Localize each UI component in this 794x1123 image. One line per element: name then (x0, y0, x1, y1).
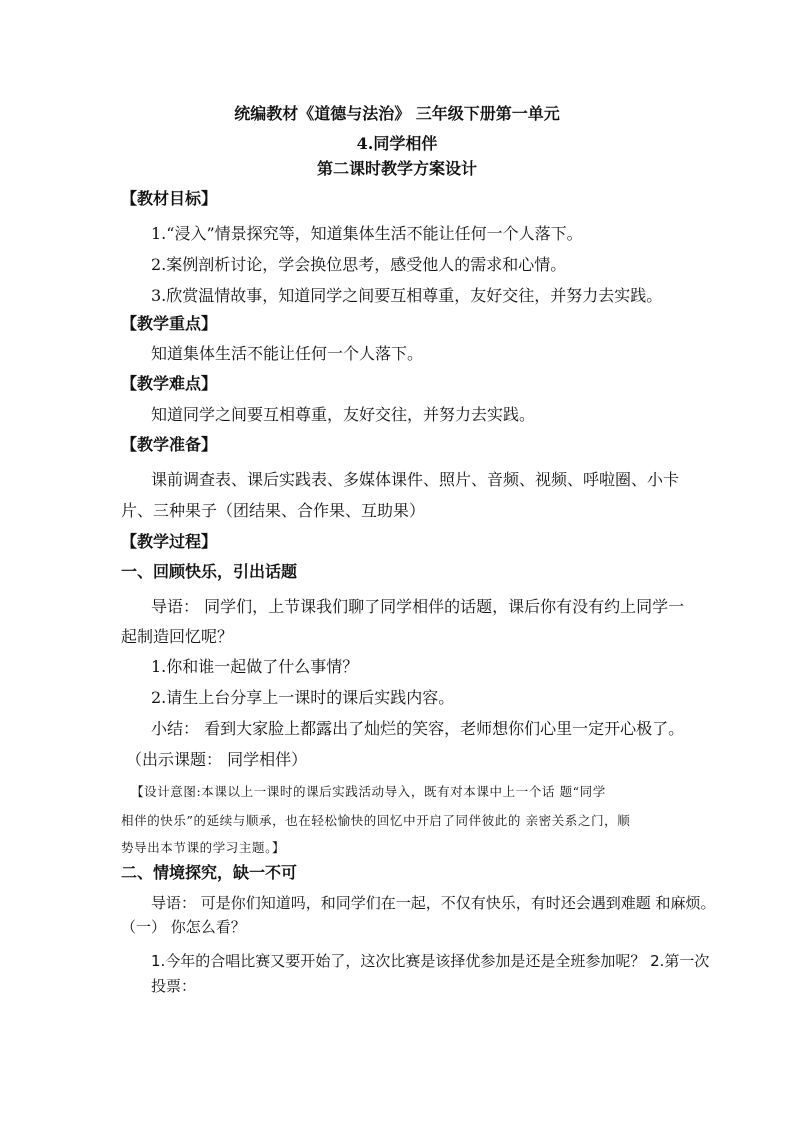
section-1-title: 一、回顾快乐，引出话题 (121, 562, 298, 581)
section-2-intro: 导语： 可是你们知道吗，和同学们在一起，不仅有快乐，有时还会遇到难题 和麻烦。 (151, 894, 716, 912)
difficulty-heading: 【教学难点】 (121, 374, 218, 393)
section-1-intro-line-2: 起制造回忆呢？ (121, 627, 234, 646)
goal-item-3: 3.欣赏温情故事，知道同学之间要互相尊重，友好交往，并努力去实践。 (151, 286, 663, 305)
section-1-question-1: 1.你和谁一起做了什么事情？ (151, 657, 359, 676)
section-1-question-2: 2.请生上台分享上一课时的课后实践内容。 (151, 688, 455, 707)
document-title: 统编教材《道德与法治》 三年级下册第一单元 (234, 104, 560, 123)
lesson-title: 4.同学相伴 (356, 134, 438, 153)
goal-item-2: 2.案例剖析讨论，学会换位思考，感受他人的需求和心情。 (151, 255, 567, 274)
design-intent-line-2: 相伴的快乐”的延续与顺承，也在轻松愉快的回忆中开启了同伴彼此的 亲密关系之门，顺 (121, 813, 631, 828)
prep-heading: 【教学准备】 (121, 435, 218, 454)
design-intent-line-3: 势导出本节课的学习主题。】 (121, 840, 286, 855)
focus-heading: 【教学重点】 (121, 314, 218, 333)
design-intent-line-1: 【设计意图:本课以上一课时的课后实践活动导入，既有对本课中上一个话 题“同学 (131, 784, 606, 799)
process-heading: 【教学过程】 (121, 532, 218, 551)
section-2-question-line-2: 投票： (151, 977, 197, 995)
lesson-subtitle: 第二课时教学方案设计 (316, 159, 477, 178)
difficulty-text: 知道同学之间要互相尊重，友好交往，并努力去实践。 (151, 405, 536, 424)
section-1-topic: （出示课题： 同学相伴） (126, 750, 308, 769)
section-1-intro-line-1: 导语： 同学们，上节课我们聊了同学相伴的话题，课后你有没有约上同学一 (151, 597, 685, 616)
prep-text-line-2: 片、三种果子（团结果、合作果、互助果） (121, 501, 426, 520)
section-2-question-line-1: 1.今年的合唱比赛又要开始了，这次比赛是该择优参加是还是全班参加呢？ 2.第一次 (151, 952, 710, 970)
goal-item-1: 1.“浸入”情景探究等，知道集体生活不能让任何一个人落下。 (151, 224, 583, 243)
section-1-summary: 小结： 看到大家脸上都露出了灿烂的笑容，老师想你们心里一定开心极了。 (151, 719, 685, 738)
goals-heading: 【教材目标】 (121, 189, 218, 208)
section-2-title: 二、情境探究，缺一不可 (121, 863, 298, 882)
section-2-subheading: （一） 你怎么看？ (121, 918, 246, 936)
prep-text-line-1: 课前调查表、课后实践表、多媒体课件、照片、音频、视频、呼啦圈、小卡 (151, 470, 680, 489)
focus-text: 知道集体生活不能让任何一个人落下。 (151, 344, 424, 363)
